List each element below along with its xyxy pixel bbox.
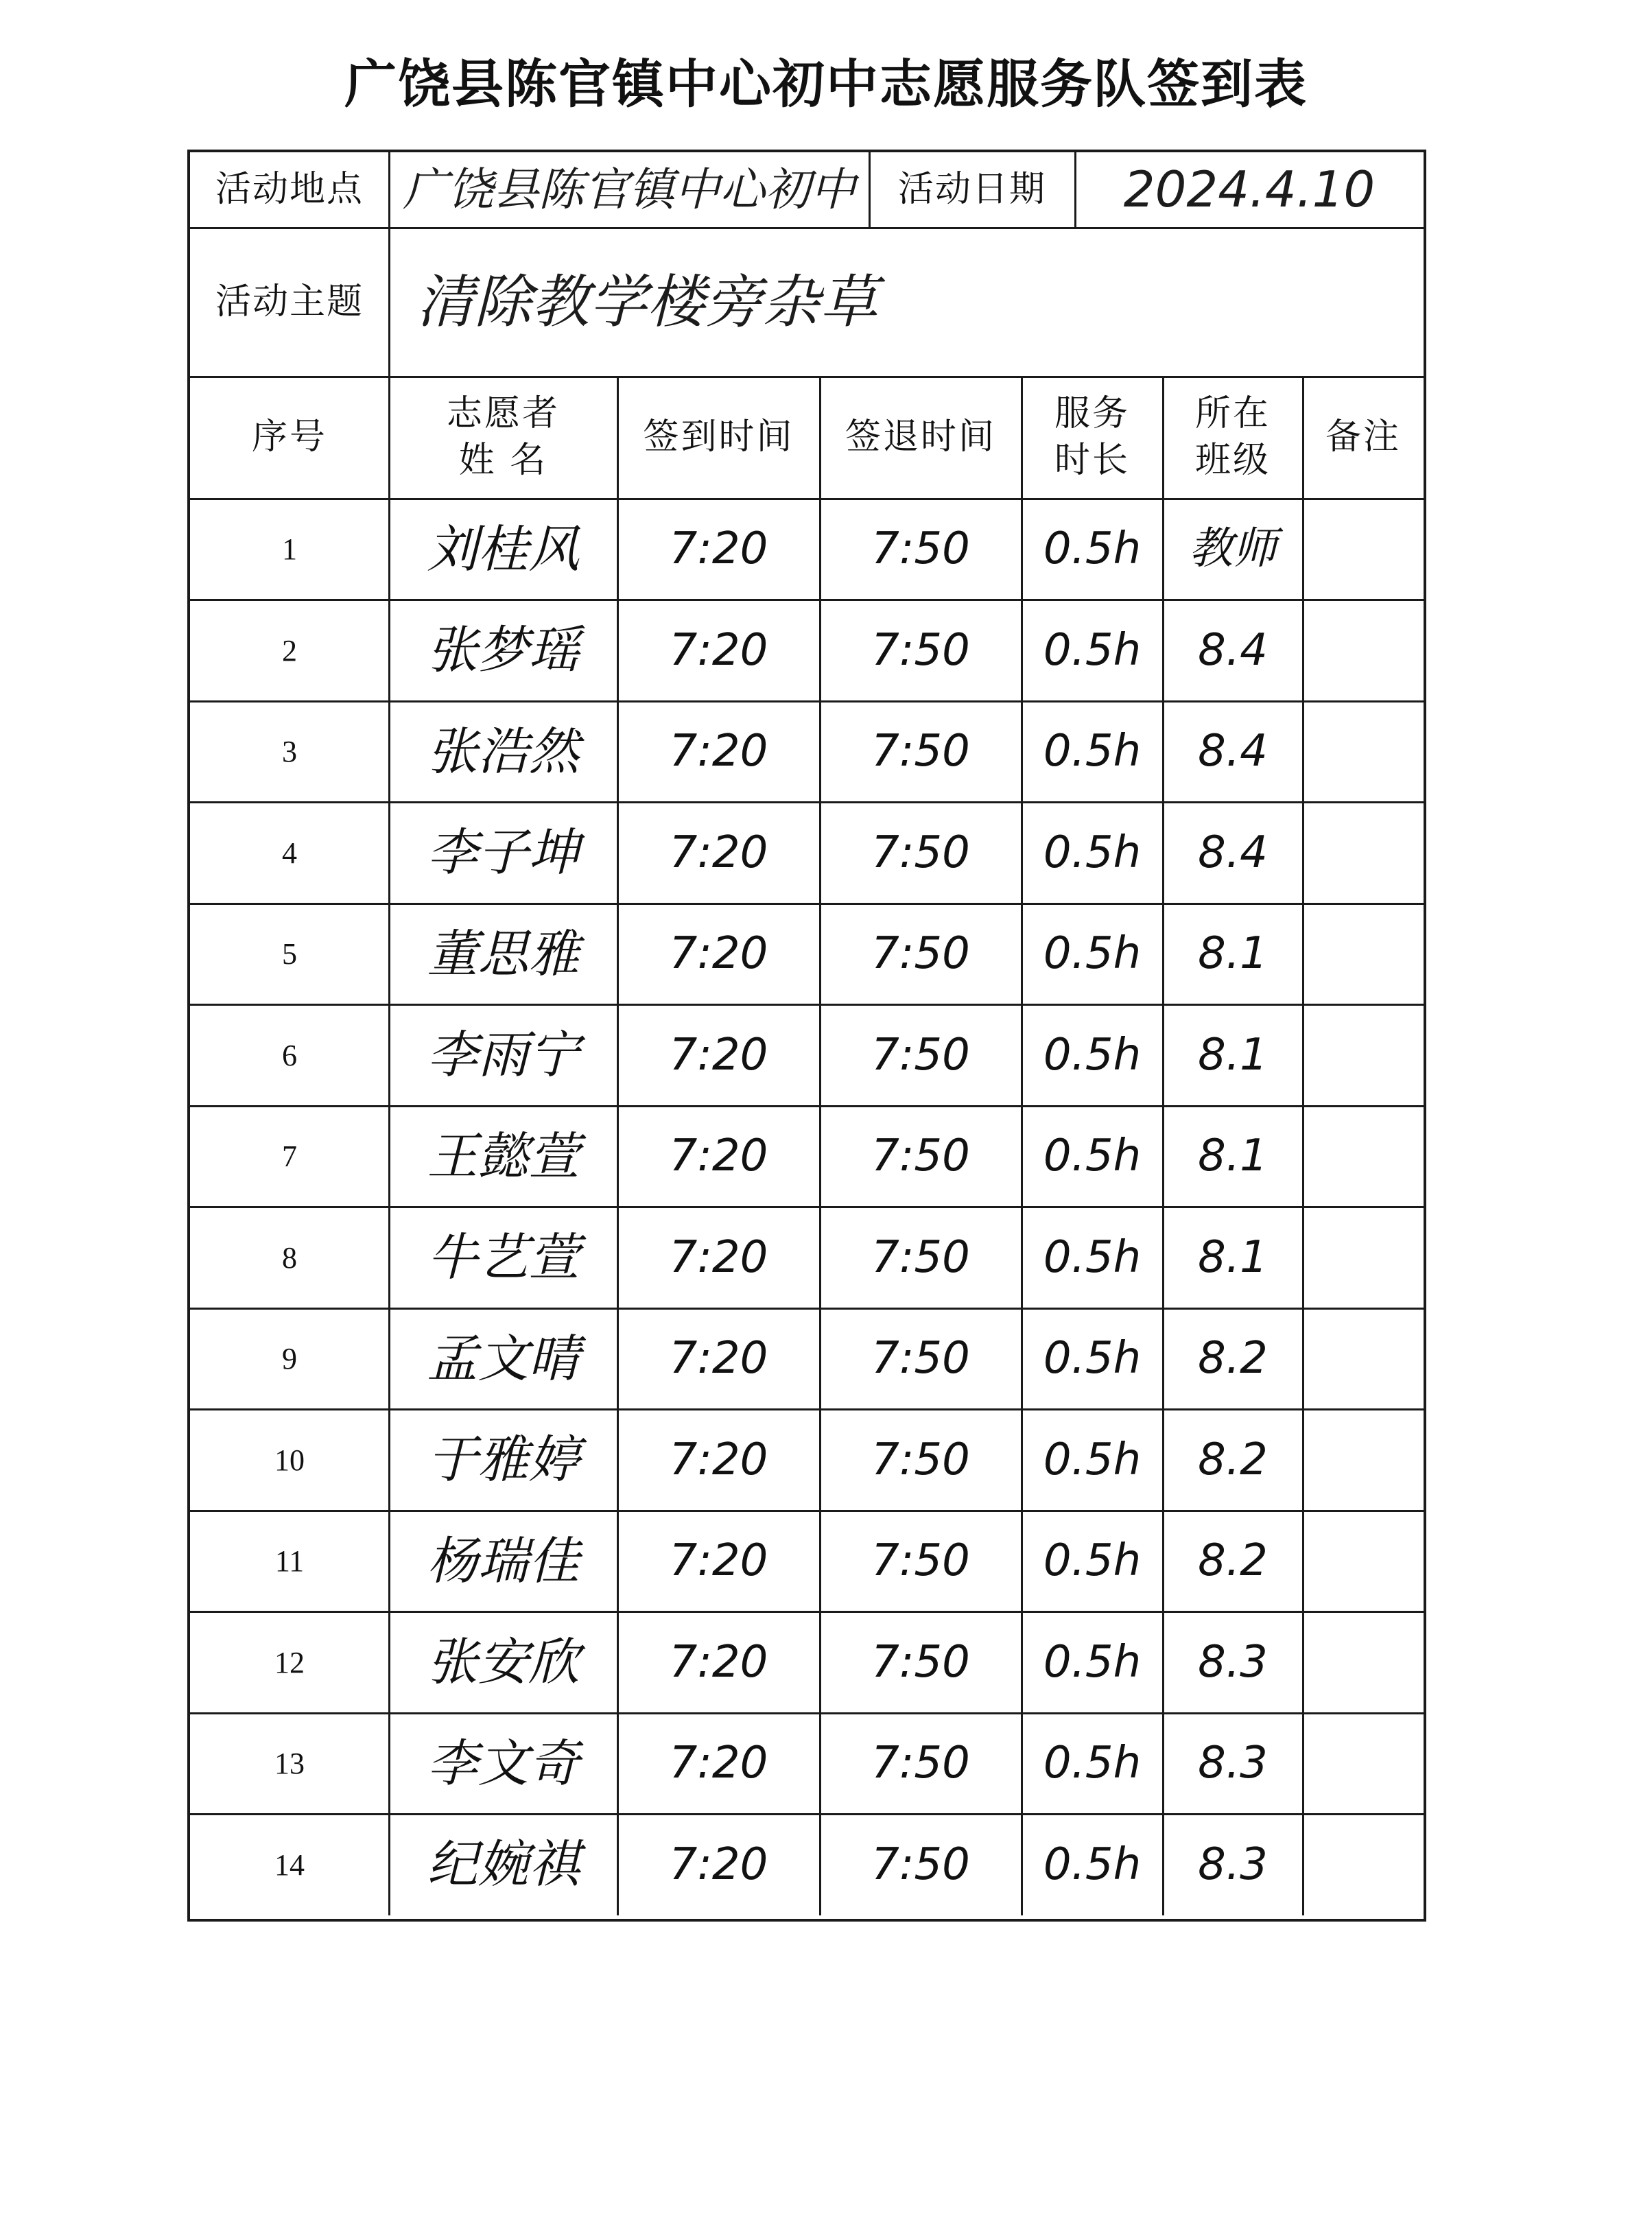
cell-seq: 11 (274, 1544, 305, 1579)
grid-hline (190, 1408, 1424, 1410)
header-class: 所在 班级 (1194, 393, 1271, 481)
page-title: 广饶县陈官镇中心初中志愿服务队签到表 (344, 54, 1308, 115)
cell-seq: 7 (282, 1139, 297, 1174)
cell-name: 李雨宁 (427, 1026, 580, 1085)
cell-seq: 1 (282, 532, 297, 567)
date-label: 活动日期 (897, 169, 1046, 211)
cell-duration: 0.5h (1043, 1839, 1142, 1890)
cell-sign-out: 7:50 (871, 726, 970, 777)
cell-duration: 0.5h (1043, 523, 1142, 575)
cell-name: 李子坤 (427, 823, 580, 883)
cell-sign-out: 7:50 (871, 523, 970, 575)
cell-sign-out: 7:50 (871, 1029, 970, 1081)
cell-class: 8.2 (1198, 1535, 1268, 1587)
cell-remark (1303, 1612, 1424, 1714)
cell-remark (1303, 1308, 1424, 1410)
grid-vline (819, 377, 821, 1915)
location-label: 活动地点 (215, 169, 364, 211)
cell-sign-out: 7:50 (871, 1131, 970, 1182)
cell-class: 8.4 (1198, 827, 1268, 878)
cell-name: 孟文晴 (427, 1329, 580, 1389)
cell-duration: 0.5h (1043, 726, 1142, 777)
grid-hline (190, 903, 1424, 905)
header-sign-in: 签到时间 (643, 416, 794, 458)
cell-sign-out: 7:50 (871, 1231, 970, 1283)
cell-remark (1303, 1410, 1424, 1511)
cell-seq: 10 (274, 1443, 305, 1477)
cell-name: 杨瑞佳 (427, 1531, 580, 1591)
cell-name: 张浩然 (427, 722, 580, 781)
cell-class: 8.4 (1198, 624, 1268, 676)
header-remark: 备注 (1325, 416, 1401, 458)
grid-hline (190, 801, 1424, 803)
grid-hline (190, 227, 1424, 229)
cell-sign-in: 7:20 (669, 1434, 768, 1485)
grid-hline (190, 599, 1424, 601)
cell-seq: 6 (282, 1038, 297, 1072)
cell-class: 8.2 (1198, 1333, 1268, 1384)
cell-seq: 14 (274, 1847, 305, 1882)
cell-remark (1303, 1713, 1424, 1815)
cell-remark (1303, 499, 1424, 600)
grid-vline (869, 152, 871, 228)
cell-sign-out: 7:50 (871, 928, 970, 980)
cell-sign-out: 7:50 (871, 1434, 970, 1485)
grid-hline (190, 1105, 1424, 1107)
cell-sign-out: 7:50 (871, 827, 970, 878)
cell-remark (1303, 701, 1424, 803)
cell-duration: 0.5h (1043, 1029, 1142, 1081)
header-name: 志愿者 姓 名 (446, 393, 560, 481)
grid-hline (190, 1611, 1424, 1613)
date-value: 2024.4.10 (1123, 161, 1376, 219)
grid-hline (190, 1308, 1424, 1310)
header-seq: 序号 (251, 416, 327, 458)
header-duration: 服务 时长 (1054, 393, 1130, 481)
cell-name: 牛艺萱 (427, 1228, 580, 1288)
cell-seq: 5 (282, 937, 297, 971)
cell-sign-in: 7:20 (669, 1231, 768, 1283)
cell-class: 8.4 (1198, 726, 1268, 777)
grid-vline (1074, 152, 1076, 228)
cell-duration: 0.5h (1043, 1434, 1142, 1485)
grid-hline (190, 700, 1424, 702)
cell-class: 8.1 (1198, 1131, 1268, 1182)
cell-sign-in: 7:20 (669, 1029, 768, 1081)
cell-name: 刘桂风 (427, 519, 580, 579)
cell-sign-in: 7:20 (669, 1839, 768, 1890)
theme-value: 清除教学楼旁杂草 (416, 268, 878, 335)
cell-remark (1303, 803, 1424, 904)
cell-duration: 0.5h (1043, 928, 1142, 980)
cell-duration: 0.5h (1043, 1738, 1142, 1789)
cell-remark (1303, 904, 1424, 1005)
cell-class: 8.1 (1198, 1231, 1268, 1283)
cell-sign-out: 7:50 (871, 1738, 970, 1789)
cell-sign-out: 7:50 (871, 624, 970, 676)
cell-name: 董思雅 (427, 924, 580, 984)
cell-duration: 0.5h (1043, 1333, 1142, 1384)
grid-hline (190, 1206, 1424, 1208)
cell-sign-out: 7:50 (871, 1333, 970, 1384)
cell-name: 张梦瑶 (427, 621, 580, 681)
cell-sign-in: 7:20 (669, 827, 768, 878)
cell-sign-in: 7:20 (669, 1131, 768, 1182)
cell-sign-out: 7:50 (871, 1839, 970, 1890)
cell-name: 王懿萱 (427, 1126, 580, 1186)
grid-vline (1162, 377, 1164, 1915)
grid-vline (617, 377, 619, 1915)
grid-hline (190, 1712, 1424, 1714)
cell-class: 8.3 (1198, 1636, 1268, 1688)
cell-sign-in: 7:20 (669, 1738, 768, 1789)
cell-remark (1303, 1005, 1424, 1107)
cell-duration: 0.5h (1043, 1535, 1142, 1587)
cell-remark (1303, 1207, 1424, 1309)
cell-name: 张安欣 (427, 1633, 580, 1692)
cell-seq: 4 (282, 836, 297, 870)
theme-label: 活动主题 (215, 281, 364, 322)
cell-seq: 8 (282, 1240, 297, 1275)
cell-name: 纪婉祺 (427, 1835, 580, 1895)
cell-seq: 12 (274, 1645, 305, 1679)
cell-sign-in: 7:20 (669, 726, 768, 777)
grid-vline (1302, 377, 1304, 1915)
cell-duration: 0.5h (1043, 1231, 1142, 1283)
cell-sign-in: 7:20 (669, 1535, 768, 1587)
cell-remark (1303, 1511, 1424, 1612)
cell-class: 8.3 (1198, 1839, 1268, 1890)
cell-seq: 3 (282, 735, 297, 769)
cell-class: 教师 (1189, 523, 1277, 575)
cell-sign-out: 7:50 (871, 1535, 970, 1587)
cell-class: 8.3 (1198, 1738, 1268, 1789)
location-value: 广饶县陈官镇中心初中 (403, 163, 856, 217)
cell-duration: 0.5h (1043, 624, 1142, 676)
grid-vline (1021, 377, 1023, 1915)
cell-sign-in: 7:20 (669, 1636, 768, 1688)
sign-in-table (187, 150, 1426, 1922)
cell-duration: 0.5h (1043, 1131, 1142, 1182)
grid-vline (388, 152, 390, 1915)
cell-name: 李文奇 (427, 1734, 580, 1793)
cell-sign-in: 7:20 (669, 928, 768, 980)
cell-sign-in: 7:20 (669, 624, 768, 676)
cell-class: 8.2 (1198, 1434, 1268, 1485)
grid-hline (190, 376, 1424, 378)
grid-hline (190, 1813, 1424, 1815)
cell-sign-in: 7:20 (669, 1333, 768, 1384)
cell-class: 8.1 (1198, 1029, 1268, 1081)
cell-seq: 9 (282, 1342, 297, 1376)
cell-seq: 2 (282, 633, 297, 668)
cell-name: 于雅婷 (427, 1430, 580, 1490)
cell-remark (1303, 1106, 1424, 1207)
cell-duration: 0.5h (1043, 827, 1142, 878)
cell-duration: 0.5h (1043, 1636, 1142, 1688)
grid-hline (190, 1510, 1424, 1512)
header-sign-out: 签退时间 (845, 416, 996, 458)
cell-class: 8.1 (1198, 928, 1268, 980)
grid-hline (190, 498, 1424, 500)
cell-remark (1303, 1815, 1424, 1916)
cell-seq: 13 (274, 1747, 305, 1781)
cell-sign-out: 7:50 (871, 1636, 970, 1688)
grid-hline (190, 1004, 1424, 1006)
cell-sign-in: 7:20 (669, 523, 768, 575)
cell-remark (1303, 600, 1424, 702)
